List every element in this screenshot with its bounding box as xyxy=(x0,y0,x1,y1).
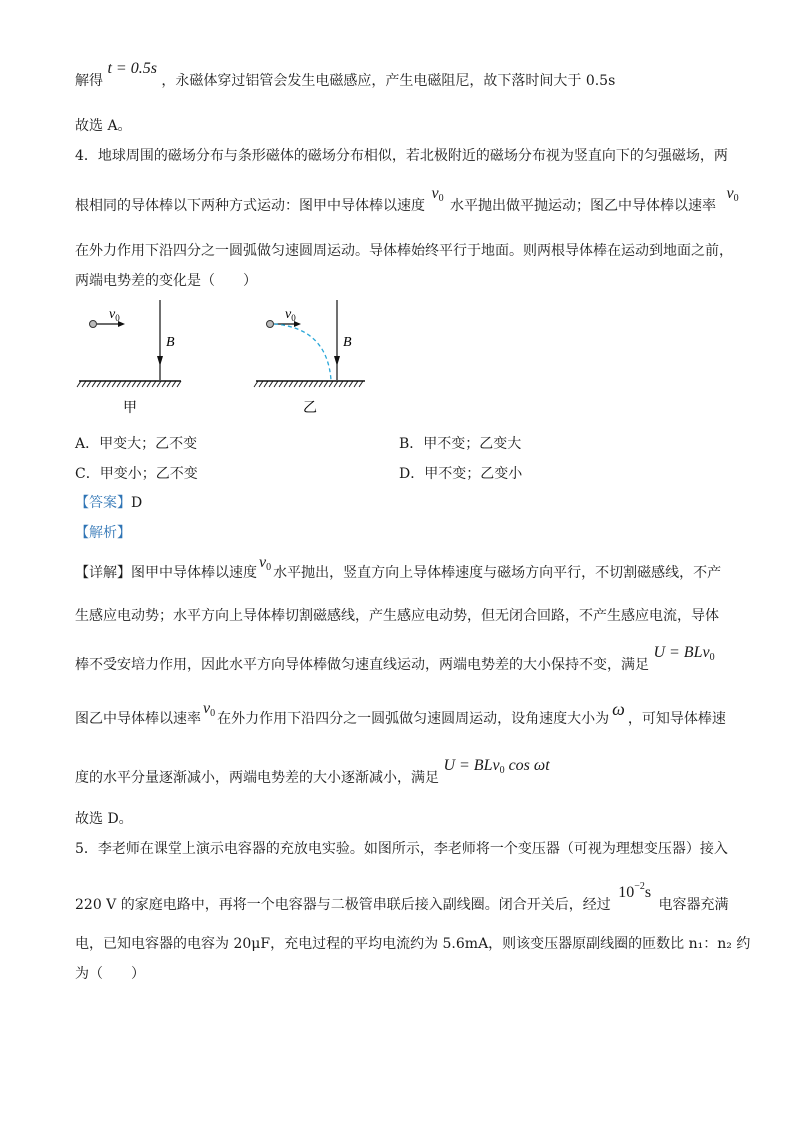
detail-line-5-text: 度的水平分量逐渐减小，两端电势差的大小逐渐减小，满足 xyxy=(75,770,439,786)
analysis-tag: 【解析】 xyxy=(75,525,131,541)
detail-line-1 xyxy=(75,554,722,583)
q4-line-1: 4．地球周围的磁场分布与条形磁体的磁场分布相似，若北极附近的磁场分布视为竖直向下的匀强磁场，两 xyxy=(75,148,728,164)
field-arrowhead-jia xyxy=(157,356,163,366)
v0-letter: v xyxy=(431,185,439,202)
formula-u-blv0-sub: 0 xyxy=(709,652,715,663)
detail-line-2: 生感应电动势；水平方向上导体棒切割磁感线，产生感应电动势，但无闭合回路，不产生感应电流，导体 xyxy=(75,608,719,624)
detail-line-4 xyxy=(75,699,726,729)
time-expression xyxy=(618,881,652,901)
formula-u-cos xyxy=(443,757,549,774)
q5-line-4: 为（ ） xyxy=(75,966,145,982)
b-label-yi: B xyxy=(343,335,352,350)
detail-line-4-b: 在外力作用下沿四分之一圆弧做匀速圆周运动，设角速度大小为 xyxy=(217,711,610,727)
detail-line-3-text: 棒不受安培力作用，因此水平方向导体棒做匀速直线运动，两端电势差的大小保持不变，满足 xyxy=(75,657,649,673)
b-label-jia: B xyxy=(166,335,175,350)
v0-symbol-2 xyxy=(726,185,738,202)
answer-value: D xyxy=(131,495,143,511)
v0-sub-2: 0 xyxy=(733,193,739,204)
v0-letter-2: v xyxy=(726,185,734,202)
formula-u-cos-sub: 0 xyxy=(499,765,505,776)
detail-line-1-b: 水平抛出，竖直方向上导体棒速度与磁场方向平行，不切割磁感线，不产 xyxy=(273,565,722,581)
figure-yi xyxy=(254,300,365,416)
detail-tag: 【详解】 xyxy=(75,565,131,581)
option-a[interactable]: A．甲变大；乙不变 xyxy=(75,436,198,452)
choice-line-a: 故选 A。 xyxy=(75,118,132,134)
q5-line-2-b: 电容器充满 xyxy=(658,897,729,913)
formula-u-blv0 xyxy=(653,644,714,661)
v0-sub: 0 xyxy=(438,193,444,204)
formula-u-cos-a: U = BLv xyxy=(443,757,500,774)
formula-t: t = 0.5s xyxy=(107,60,157,77)
time-unit: s xyxy=(644,884,652,901)
ball-yi xyxy=(267,321,274,328)
formula-u-cos-b: cos ωt xyxy=(508,757,550,774)
option-d[interactable]: D．甲不变；乙变小 xyxy=(399,466,523,482)
time-exponent: −2 xyxy=(634,881,645,892)
q4-line-2-a: 根相同的导体棒以下两种方式运动：图甲中导体棒以速度 xyxy=(75,198,425,214)
detail-line-1-a: 图甲中导体棒以速度 xyxy=(131,565,257,581)
figure-jia xyxy=(77,300,181,416)
ball-jia xyxy=(90,321,97,328)
q5-line-2-a: 220 V 的家庭电路中，再将一个电容器与二极管串联后接入副线圈。闭合开关后，经过 xyxy=(75,897,611,913)
solution-line xyxy=(75,60,616,90)
ground-hatch-yi xyxy=(254,381,363,387)
formula-u-blv0-main: U = BLv xyxy=(653,644,710,661)
answer-tag: 【答案】 xyxy=(75,495,131,511)
detail-line-5 xyxy=(75,757,550,788)
q5-line-3: 电，已知电容器的电容为 20μF，充电过程的平均电流约为 5.6mA，则该变压器原副线圈的匝数比 n₁：n₂ 约 xyxy=(75,936,751,952)
ground-hatch-jia xyxy=(77,381,181,387)
quarter-arc-path xyxy=(274,324,331,380)
q4-line-4: 两端电势差的变化是（ ） xyxy=(75,273,257,289)
option-b[interactable]: B．甲不变；乙变大 xyxy=(399,436,522,452)
v0-letter-3: v xyxy=(259,554,267,571)
q5-line-1: 5．李老师在课堂上演示电容器的充放电实验。如图所示，李老师将一个变压器（可视为理想变压器）接入 xyxy=(75,841,728,857)
solution-suffix: ，永磁体穿过铝管会发生电磁感应，产生电磁阻尼，故下落时间大于 0.5s xyxy=(161,73,616,89)
v0-sub-4: 0 xyxy=(210,708,216,719)
v-label-yi: $v_0$ xyxy=(285,307,296,323)
time-base: 10 xyxy=(618,884,635,901)
detail-end: 故选 D。 xyxy=(75,811,133,827)
q4-line-3: 在外力作用下沿四分之一圆弧做匀速圆周运动。导体棒始终平行于地面。则两根导体棒在运动到地面之前， xyxy=(75,243,733,259)
v0-symbol xyxy=(431,185,443,202)
answer-line xyxy=(75,492,142,512)
q5-line-2 xyxy=(75,881,729,914)
caption-jia: 甲 xyxy=(123,401,137,416)
detail-line-4-c: ，可知导体棒速 xyxy=(627,711,726,727)
q4-line-2 xyxy=(75,185,739,216)
q4-line-2-b: 水平抛出做平抛运动；图乙中导体棒以速率 xyxy=(450,198,717,214)
v0-symbol-3 xyxy=(259,554,271,571)
caption-yi: 乙 xyxy=(303,401,317,416)
v-label-jia: $v_0$ xyxy=(109,307,120,323)
field-arrowhead-yi xyxy=(334,356,340,366)
solution-prefix: 解得 xyxy=(75,73,103,89)
v0-sub-3: 0 xyxy=(266,562,272,573)
detail-line-4-a: 图乙中导体棒以速率 xyxy=(75,711,201,727)
v0-letter-4: v xyxy=(203,700,211,717)
v0-symbol-4 xyxy=(203,700,215,717)
option-c[interactable]: C．甲变小；乙不变 xyxy=(75,466,198,482)
q4-figure xyxy=(75,298,395,423)
detail-line-3 xyxy=(75,644,715,675)
omega-symbol: ω xyxy=(612,699,625,719)
